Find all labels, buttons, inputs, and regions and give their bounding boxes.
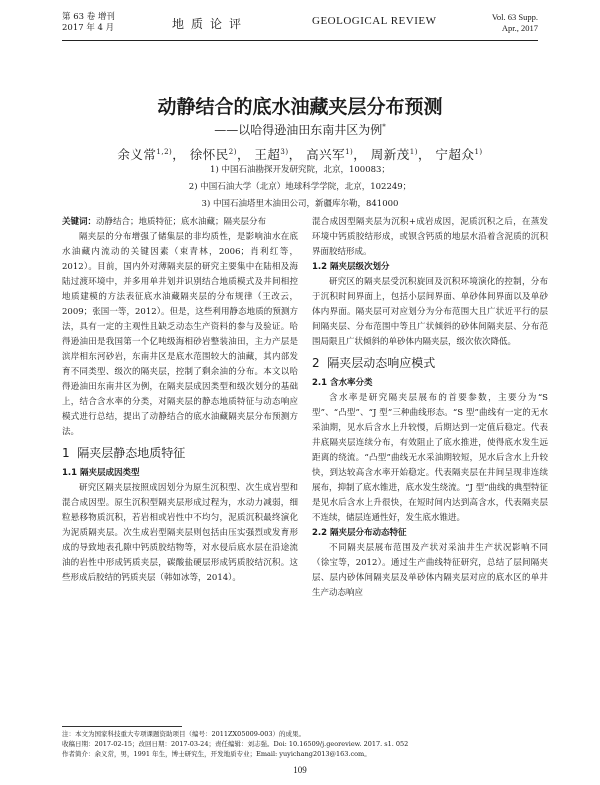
- author-4: ， 高兴军: [288, 147, 346, 162]
- author-1-mark: 1,2): [156, 147, 173, 156]
- author-6-mark: 1): [474, 147, 483, 156]
- header-vol-cn: 第 63 卷 增刊: [62, 12, 115, 22]
- hierarchy-paragraph: 研究区的隔夹层受沉积旋回及沉积环境演化的控制，分布于沉积时间界面上，包括小层间界面、单砂体间界面以及单砂体内界面。隔夹层可对应划分为分布范围大且广状近平行的层间隔夹层、分布范围中等且广状倾斜的砂体间隔夹层、分布范围局限且广状倾斜的单砂体内隔夹层，级次依次降低。: [312, 277, 548, 347]
- section-2-heading: [312, 356, 548, 371]
- footnote-rule: [62, 726, 182, 727]
- header-volume-en: [492, 12, 538, 34]
- section-2-title: 隔夹层动态响应模式: [327, 356, 436, 370]
- header-rule: [62, 40, 538, 41]
- author-3: ， 王超: [236, 147, 281, 162]
- header-vol-en: Vol. 63 Supp.: [491, 12, 538, 22]
- dynamic-paragraph: 不同隔夹层展布范围及产状对采油井生产状况影响不同（徐宝等，2012）。通过生产曲线特征研究，总结了层间隔夹层、层内砂体间隔夹层及单砂体内隔夹层对应的底水区的单井生产动态响应: [312, 543, 548, 598]
- intro-paragraph: 隔夹层的分布增强了储集层的非均质性，是影响油水在底水油藏内流动的关键因素（束青林，2006；肖利红等，2012）。目前，国内外对薄隔夹层的研究主要集中在陆相及海陆过渡环境中，并多用单井划并识别结合地质模式及井间相控地质建模的方法表征底水油藏隔夹层的分布规律（王改云，2009；张国一等，2012）。但是，这些利用静态地质的预测方法，具有一定的主观性且缺乏动态生产资料的参与及验证。哈得逊油田是我国第一个亿吨级海相砂岩整装油田，主力产层是滨岸相东河砂岩，东南井区是底水范围较大的油藏，其内部发育不同类型、级次的隔夹层，控制了剩余油的分布。本文以哈得逊油田东南井区为例，在隔夹层成因类型和级次划分的基础上，结合含水率的分类，对隔夹层的静态地质特征与动态响应模式进行总结，提出了动静结合的底水油藏隔夹层分布预测方法。: [62, 232, 298, 437]
- running-header: [62, 12, 538, 38]
- subtitle-mark: *: [382, 123, 386, 131]
- subsection-1-2-heading: 1.2 隔夹层级次划分: [312, 262, 390, 272]
- author-2-mark: 2): [228, 147, 237, 156]
- paper-subtitle: [0, 121, 600, 138]
- subtitle-text: ——以哈得逊油田东南井区为例: [214, 123, 383, 137]
- section-2-number: 2: [312, 356, 320, 370]
- page-number: 109: [293, 765, 307, 775]
- left-column: [62, 215, 298, 586]
- mixed-genesis-paragraph: 混合成因型隔夹层为沉积+成岩成因，泥质沉积之后，在蒸发环境中钙质胶结形成，或钡含钙质的地层水沿着含泥质的沉积界面胶结形成。: [312, 217, 548, 257]
- affiliation-3: 3) 中国石油塔里木油田公司，新疆库尔勒，841000: [201, 199, 399, 209]
- section-1-number: 1: [62, 446, 70, 460]
- author-4-mark: 1): [345, 147, 354, 156]
- header-volume-cn: [62, 12, 115, 34]
- journal-name-cn: 地质论评: [172, 17, 249, 31]
- section-1-heading: [62, 446, 298, 461]
- affiliation-2: 2) 中国石油大学（北京）地球科学学院，北京，102249；: [188, 182, 412, 192]
- header-date-cn: 2017 年 4 月: [62, 23, 115, 33]
- author-6: ， 宁超众: [417, 147, 475, 162]
- footnote-dates: 收稿日期：2017-02-15；改回日期：2017-03-24；责任编辑：刘志强。Doi: 10.16509/j.georeview. 2017. s1. 052: [62, 740, 409, 748]
- subsection-1-1-heading: 1.1 隔夹层成因类型: [62, 468, 140, 478]
- author-1: 余义常: [117, 147, 157, 162]
- author-2: ， 徐怀民: [172, 147, 229, 162]
- author-5: ， 周新茂: [353, 147, 410, 162]
- genesis-paragraph: 研究区隔夹层按照成因划分为原生沉积型、次生成岩型和混合成因型。原生沉积型隔夹层形成过程为，水动力减弱，细粒悬移物质沉积，若岩相或岩性中不均匀，泥质沉积最终演化为泥质隔夹层。次生成岩型隔夹层则包括由压实强烈或发育形成的导致地表孔隙中钙质胶结物等，对水侵后底水层在沿途流油的岩性中形成钙质夹层，碳酸盐硬层形成钙质胶结沉积。这些形成后胶结的钙质夹层（韩如冰等，2014）。: [62, 483, 298, 583]
- water-cut-paragraph: 含水率是研究隔夹层展布的首要参数，主要分为“S 型”、“凸型”、“J 型”三种曲线形态。“S 型”曲线有一定的无水采油期，见水后含水上升较慢，后期达到一定值后稳定。代表井底隔夹层连续分布，有效阻止了底水推进，使得底水发生远距离的绕流。“凸型”曲线无水采油期较短，见水后含水上升较快，到达较高含水率开始稳定。代表隔夹层在井间呈现非连续展布，抑制了底水锥进，底水发生绕流。“J 型”曲线的典型特征是见水后含水上升很快，在短时间内达到高含水，代表隔夹层不连续，储层连通性好，发生底水锥进。: [312, 393, 548, 523]
- journal-name-en: GEOLOGICAL REVIEW: [312, 15, 437, 27]
- affiliation-1: 1) 中国石油勘探开发研究院，北京，100083；: [210, 165, 390, 175]
- author-list: [0, 145, 600, 163]
- footnote-funding: 注：本文为国家科技重大专项课题资助项目（编号：2011ZX05009-003）的成果。: [62, 730, 305, 738]
- right-column: [312, 215, 548, 601]
- paper-title: 动静结合的底水油藏夹层分布预测: [157, 96, 443, 118]
- section-1-title: 隔夹层静态地质特征: [77, 446, 186, 460]
- keywords: [62, 215, 298, 230]
- keywords-label: 关键词：: [62, 217, 97, 227]
- subsection-2-2-heading: 2.2 隔夹层分布动态特征: [312, 528, 407, 538]
- keywords-text: 动静结合；地质特征；底水油藏；隔夹层分布: [96, 217, 267, 227]
- header-date-en: Apr., 2017: [501, 23, 538, 33]
- author-5-mark: 1): [409, 147, 418, 156]
- author-3-mark: 3): [280, 147, 289, 156]
- footnote-author: 作者简介：余义常，男，1991 年生，博士研究生，开发地质专业；Email: yuyichang2013@163.com。: [62, 750, 371, 758]
- subsection-2-1-heading: 2.1 含水率分类: [312, 378, 373, 388]
- footnotes: [62, 729, 538, 759]
